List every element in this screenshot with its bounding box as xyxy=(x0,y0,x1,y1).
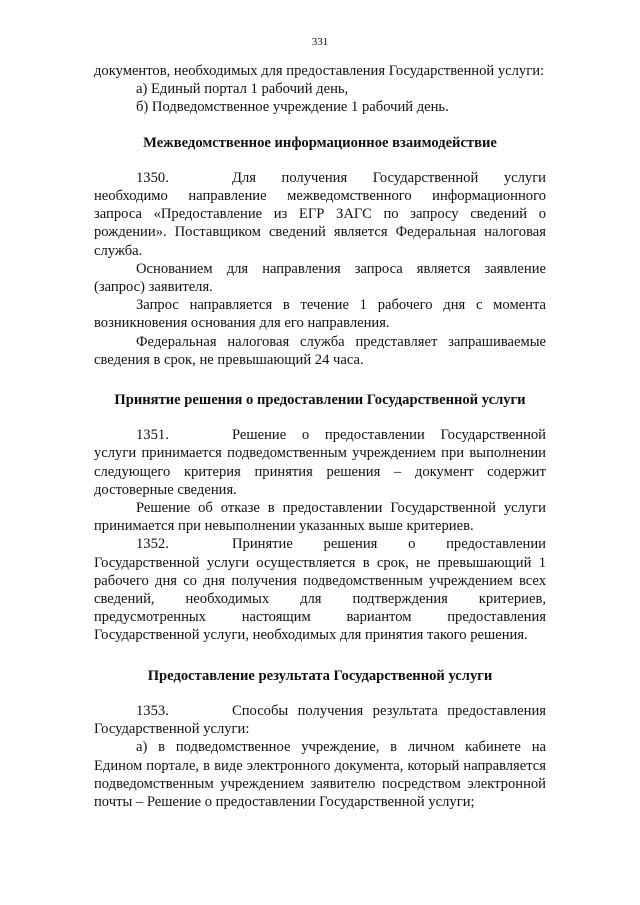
paragraph-text: Для получения Государственной услуги необходимо направление межведомственного информационного запроса «Предоставление из ЕГР ЗАГС по запросу сведений о рождении». Поставщиком сведений является Федеральная налоговая служба. xyxy=(94,169,546,259)
section-heading: Принятие решения о предоставлении Государственной услуги xyxy=(114,392,526,409)
list-item: а) в подведомственное учреждение, в личном кабинете на Едином портале, в виде электронного документа, который направляется подведомственным учреждением заявителю посредством электронной почты – Решение о предоставлении Государственной услуги; xyxy=(94,739,546,810)
numbered-paragraph xyxy=(94,535,546,644)
paragraph: Запрос направляется в течение 1 рабочего дня с момента возникновения основания для его направления. xyxy=(94,297,546,332)
paragraph: Федеральная налоговая служба представляет запрашиваемые сведения в срок, не превышающий 24 часа. xyxy=(94,333,546,368)
paragraph-text: Принятие решения о предоставлении Государственной услуги осуществляется в срок, не превышающий 1 рабочего дня со дня получения подведомственным учреждением всех сведений, необходимых для подтверждения критериев, предусмотренных настоящим вариантом предоставления Государственной услуги, необходимых для принятия такого решения. xyxy=(94,536,546,644)
paragraph: документов, необходимых для предоставления Государственной услуги: xyxy=(94,63,545,79)
page-number: 331 xyxy=(311,36,329,48)
document-body xyxy=(94,62,546,811)
paragraph-text: Способы получения результата предоставления Государственной услуги: xyxy=(94,702,546,738)
paragraph-number: 1351. xyxy=(136,427,169,444)
paragraph-number: 1350. xyxy=(136,169,169,186)
list-item: а) Единый портал 1 рабочий день, xyxy=(136,81,349,98)
numbered-paragraph xyxy=(94,169,546,260)
section-heading: Предоставление результата Государственной услуги xyxy=(147,667,493,684)
numbered-paragraph xyxy=(94,426,546,499)
list-item: б) Подведомственное учреждение 1 рабочий день. xyxy=(136,99,449,116)
section-heading: Межведомственное информационное взаимодействие xyxy=(143,134,497,151)
numbered-paragraph xyxy=(94,702,546,738)
paragraph-number: 1353. xyxy=(136,702,169,719)
paragraph: Основанием для направления запроса является заявление (запрос) заявителя. xyxy=(94,260,546,296)
paragraph-number: 1352. xyxy=(136,536,169,553)
paragraph-text: Решение о предоставлении Государственной услуги принимается подведомственным учреждением при выполнении следующего критерия принятия решения – документ содержит достоверные сведения. xyxy=(94,427,546,498)
paragraph: Решение об отказе в предоставлении Государственной услуги принимается при невыполнении указанных выше критериев. xyxy=(94,500,546,535)
